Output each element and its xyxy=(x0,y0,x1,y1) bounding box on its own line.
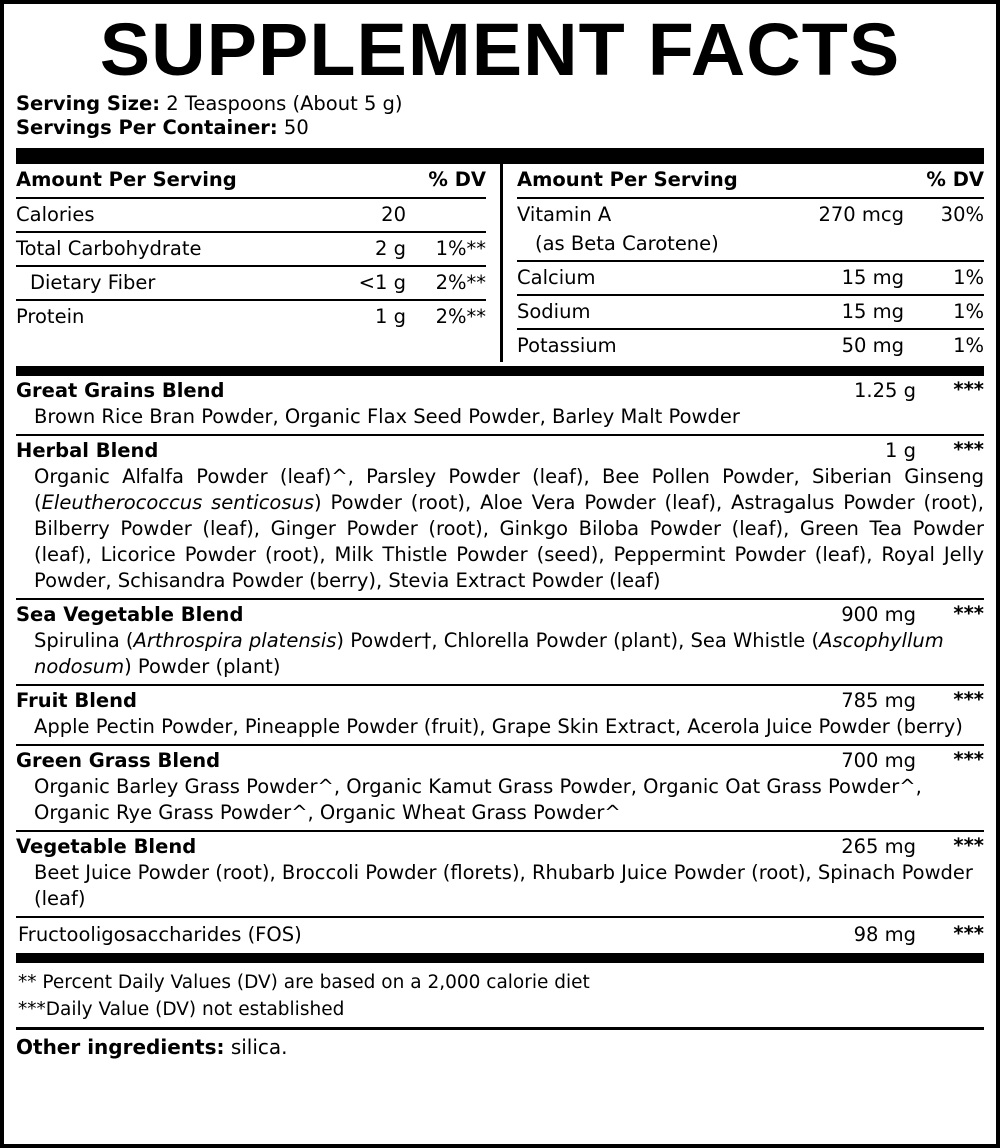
blend-dv: *** xyxy=(953,602,984,625)
page-title: SUPPLEMENT FACTS xyxy=(99,8,901,91)
blend-ingredients: Apple Pectin Powder, Pineapple Powder (fruit), Grape Skin Extract, Acerola Juice Powder (berry) xyxy=(34,715,963,738)
other-ingredients-value: silica. xyxy=(230,1035,288,1059)
nutrition-right-header xyxy=(517,164,984,197)
servings-per-container-value: 50 xyxy=(283,116,309,139)
table-row xyxy=(517,262,984,294)
nutrient-amount: 20 xyxy=(381,203,406,226)
blend-name: Herbal Blend xyxy=(16,439,159,462)
nutrient-name: Calories xyxy=(16,203,95,226)
table-row xyxy=(517,330,984,362)
nutrient-dv: 30% xyxy=(940,203,984,226)
footnote-dv-basis: ** Percent Daily Values (DV) are based on a 2,000 calorie diet xyxy=(18,972,590,993)
nutrient-amount: 15 mg xyxy=(841,300,904,323)
nutrient-dv: 1%** xyxy=(435,237,486,260)
serving-size-value: 2 Teaspoons (About 5 g) xyxy=(166,92,403,115)
blend-amount: 900 mg xyxy=(841,603,916,626)
vitamin-a-source-note: (as Beta Carotene) xyxy=(535,232,719,255)
blend-name: Fruit Blend xyxy=(16,689,137,712)
blend-amount: 1.25 g xyxy=(854,379,916,402)
divider-thick-top xyxy=(16,148,984,164)
blend-dv: *** xyxy=(953,834,984,857)
table-row xyxy=(16,233,486,265)
blend-dv: *** xyxy=(953,748,984,771)
nutrient-amount: 1 g xyxy=(375,305,406,328)
blend-sea-vegetable xyxy=(16,598,984,684)
ingredient-fos-row xyxy=(16,916,984,953)
blend-green-grass xyxy=(16,744,984,830)
serving-size-line xyxy=(16,92,984,116)
footnotes xyxy=(16,963,984,1027)
other-ingredients-label: Other ingredients: xyxy=(16,1035,225,1059)
nutrient-dv: 2%** xyxy=(435,271,486,294)
blend-great-grains xyxy=(16,376,984,434)
nutrient-amount: 15 mg xyxy=(841,266,904,289)
nutrient-dv: 1% xyxy=(953,334,984,357)
blend-amount: 785 mg xyxy=(841,689,916,712)
blend-fruit xyxy=(16,684,984,744)
nutrient-name: Sodium xyxy=(517,300,591,323)
table-row xyxy=(517,199,984,231)
nutrient-amount: 50 mg xyxy=(841,334,904,357)
nutrition-left-header xyxy=(16,164,486,197)
nutrient-name: Vitamin A xyxy=(517,203,612,226)
other-ingredients xyxy=(16,1030,984,1060)
footnote-dv-not-established: ***Daily Value (DV) not established xyxy=(18,999,345,1020)
ingredient-dv: *** xyxy=(953,922,984,945)
nutrient-dv: 1% xyxy=(953,266,984,289)
blend-ingredients: Beet Juice Powder (root), Broccoli Powder (florets), Rhubarb Juice Powder (root), Spinach Powder (leaf) xyxy=(34,861,973,910)
blend-name: Sea Vegetable Blend xyxy=(16,603,244,626)
blends-section xyxy=(16,376,984,953)
blend-ingredients: Organic Barley Grass Powder^, Organic Kamut Grass Powder, Organic Oat Grass Powder^, Organic Rye Grass Powder^, Organic Wheat Grass Powder^ xyxy=(34,775,922,824)
blend-amount: 700 mg xyxy=(841,749,916,772)
blend-name: Green Grass Blend xyxy=(16,749,221,772)
nutrient-name: Total Carbohydrate xyxy=(16,237,202,260)
nutrient-name: Protein xyxy=(16,305,85,328)
servings-per-container-line xyxy=(16,116,984,140)
divider-blends-top xyxy=(16,366,984,376)
blend-ingredients: Organic Alfalfa Powder (leaf)^, Parsley Powder (leaf), Bee Pollen Powder, Siberian Ginseng (Eleutherococcus senticosus) Powder (root), Aloe Vera Powder (leaf), Astragalus Powder (root), Bilberry Powder (leaf), Ginger Powder (root), Ginkgo Biloba Powder (leaf), Green Tea Powder (leaf), Licorice Powder (root), Milk Thistle Powder (seed), Peppermint Powder (leaf), Royal Jelly Powder, Schisandra Powder (berry), Stevia Extract Powder (leaf) xyxy=(34,465,984,592)
nutrition-left-header-amount: Amount Per Serving xyxy=(16,168,237,191)
blend-ingredients: Brown Rice Bran Powder, Organic Flax Seed Powder, Barley Malt Powder xyxy=(34,405,740,428)
nutrition-column-left xyxy=(16,164,500,362)
blend-dv: *** xyxy=(953,688,984,711)
nutrient-name: Dietary Fiber xyxy=(30,271,156,294)
serving-size-label: Serving Size: xyxy=(16,92,161,115)
blend-dv: *** xyxy=(953,438,984,461)
nutrient-amount: 2 g xyxy=(375,237,406,260)
blend-ingredients: Spirulina (Arthrospira platensis) Powder†, Chlorella Powder (plant), Sea Whistle (Ascophyllum nodosum) Powder (plant) xyxy=(34,629,944,678)
blend-vegetable xyxy=(16,830,984,916)
nutrition-column-right xyxy=(500,164,984,362)
ingredient-name: Fructooligosaccharides (FOS) xyxy=(18,923,302,946)
nutrient-dv: 1% xyxy=(953,300,984,323)
nutrition-right-header-dv: % DV xyxy=(926,168,984,191)
table-row xyxy=(16,267,486,299)
nutrition-right-header-amount: Amount Per Serving xyxy=(517,168,738,191)
nutrient-name: Potassium xyxy=(517,334,617,357)
nutrient-name: Calcium xyxy=(517,266,596,289)
table-row xyxy=(16,199,486,231)
nutrient-amount: 270 mcg xyxy=(818,203,904,226)
ingredient-amount: 98 mg xyxy=(853,923,916,946)
blend-name: Great Grains Blend xyxy=(16,379,225,402)
blend-dv: *** xyxy=(953,378,984,401)
blend-name: Vegetable Blend xyxy=(16,835,197,858)
table-row xyxy=(16,301,486,333)
blend-amount: 1 g xyxy=(885,439,916,462)
nutrient-dv: 2%** xyxy=(435,305,486,328)
nutrition-left-header-dv: % DV xyxy=(428,168,486,191)
divider-footnotes-top xyxy=(16,953,984,963)
blend-amount: 265 mg xyxy=(841,835,916,858)
servings-per-container-label: Servings Per Container: xyxy=(16,116,278,139)
nutrition-table xyxy=(16,164,984,362)
table-row xyxy=(517,296,984,328)
nutrient-amount: <1 g xyxy=(358,271,406,294)
blend-herbal xyxy=(16,434,984,598)
